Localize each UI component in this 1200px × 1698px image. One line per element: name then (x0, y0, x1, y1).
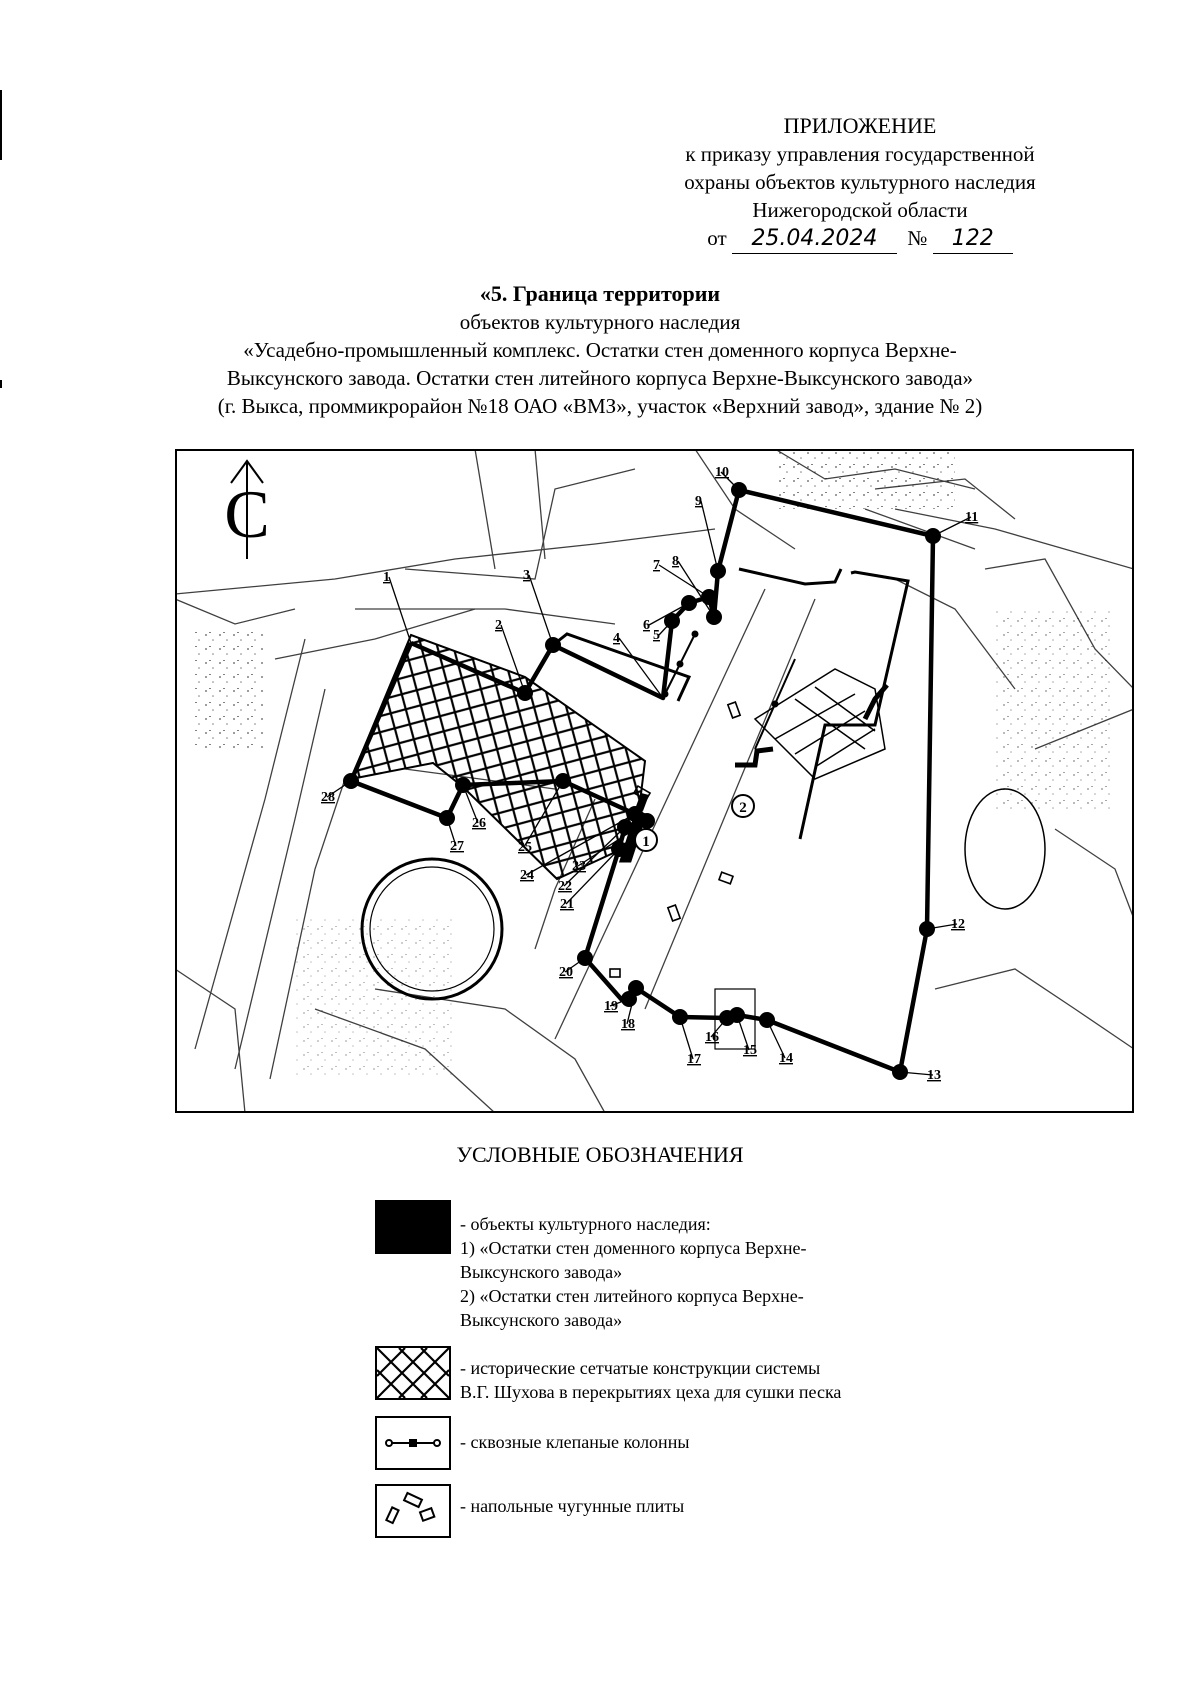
legend-item-riveted-columns: - сквозные клепаные колонны (460, 1432, 690, 1452)
header-line: Нижегородской области (752, 198, 968, 222)
boundary-point-label: 22 (558, 879, 572, 894)
north-letter: С (224, 476, 270, 552)
order-number: 122 (933, 225, 1013, 254)
boundary-point-label: 26 (472, 816, 486, 831)
legend-item-heritage: - объекты культурного наследия: 1) «Остатки стен доменного корпуса Верхне- Выксунского завода» 2) «Остатки стен литейного корпуса Верхне- Выксунского завода» (460, 1214, 807, 1330)
boundary-point-label: 17 (687, 1052, 701, 1067)
boundary-point-label: 2 (495, 618, 502, 633)
boundary-point-label: 27 (450, 839, 464, 854)
appendix-header (600, 112, 1120, 254)
boundary-point-label: 12 (951, 917, 965, 932)
title-line: «Усадебно-промышленный комплекс. Остатки стен доменного корпуса Верхне- (243, 338, 957, 362)
boundary-point-label: 3 (523, 568, 530, 583)
title-line: объектов культурного наследия (459, 310, 741, 334)
scan-edge-mark (0, 90, 2, 160)
boundary-point-label: 21 (560, 897, 574, 912)
boundary-map (175, 449, 1134, 1113)
boundary-point-label: 20 (559, 965, 573, 980)
boundary-point-label: 15 (743, 1043, 757, 1058)
boundary-point-label: 16 (705, 1030, 719, 1045)
boundary-point-label: 7 (653, 558, 660, 573)
title-line: Выксунского завода. Остатки стен литейного корпуса Верхне-Выксунского завода» (226, 366, 974, 390)
boundary-point-label: 25 (518, 840, 532, 855)
boundary-point-label: 5 (653, 628, 660, 643)
boundary-point-label: 28 (321, 790, 335, 805)
boundary-point-label: 11 (965, 510, 979, 525)
boundary-point-label: 14 (779, 1051, 793, 1066)
object-marker-1 (635, 829, 657, 851)
riveted-column-icon (375, 1416, 451, 1470)
boundary-point-label: 18 (621, 1017, 635, 1032)
number-prefix: № (907, 226, 928, 250)
order-date-number (600, 224, 1120, 254)
legend-item-shukhov-grid: - исторические сетчатые конструкции системы В.Г. Шухова в перекрытиях цеха для сушки песка (460, 1358, 842, 1402)
svg-text:1: 1 (642, 834, 650, 850)
boundary-point-label: 8 (672, 554, 679, 569)
header-line: к приказу управления государственной (685, 142, 1035, 166)
boundary-point-label: 23 (572, 859, 586, 874)
svg-text:2: 2 (739, 800, 747, 816)
header-line: охраны объектов культурного наследия (684, 170, 1036, 194)
title-line: (г. Выкса, проммикрорайон №18 ОАО «ВМЗ», участок «Верхний завод», здание № 2) (217, 394, 983, 418)
order-date: 25.04.2024 (732, 225, 897, 254)
boundary-point-label: 4 (613, 631, 620, 646)
boundary-point-label: 19 (604, 999, 618, 1014)
cross-hatch-icon (375, 1346, 451, 1400)
appendix-label: ПРИЛОЖЕНИЕ (783, 113, 937, 138)
document-title (0, 280, 1200, 420)
solid-black-fill-icon (375, 1200, 451, 1254)
boundary-point-label: 10 (715, 465, 729, 480)
boundary-point-label: 24 (520, 868, 534, 883)
north-arrow-icon (224, 461, 269, 559)
boundary-point-label: 1 (383, 570, 390, 585)
boundary-point-label: 6 (643, 618, 650, 633)
title-heading: «5. Граница территории (479, 281, 721, 306)
date-prefix: от (707, 226, 727, 250)
legend-title: УСЛОВНЫЕ ОБОЗНАЧЕНИЯ (456, 1142, 744, 1167)
boundary-point-label: 13 (927, 1068, 941, 1083)
boundary-point-label: 9 (695, 494, 702, 509)
legend-item-floor-plates: - напольные чугунные плиты (460, 1496, 685, 1516)
object-marker-2 (732, 795, 754, 817)
cast-iron-plates-icon (375, 1484, 451, 1538)
